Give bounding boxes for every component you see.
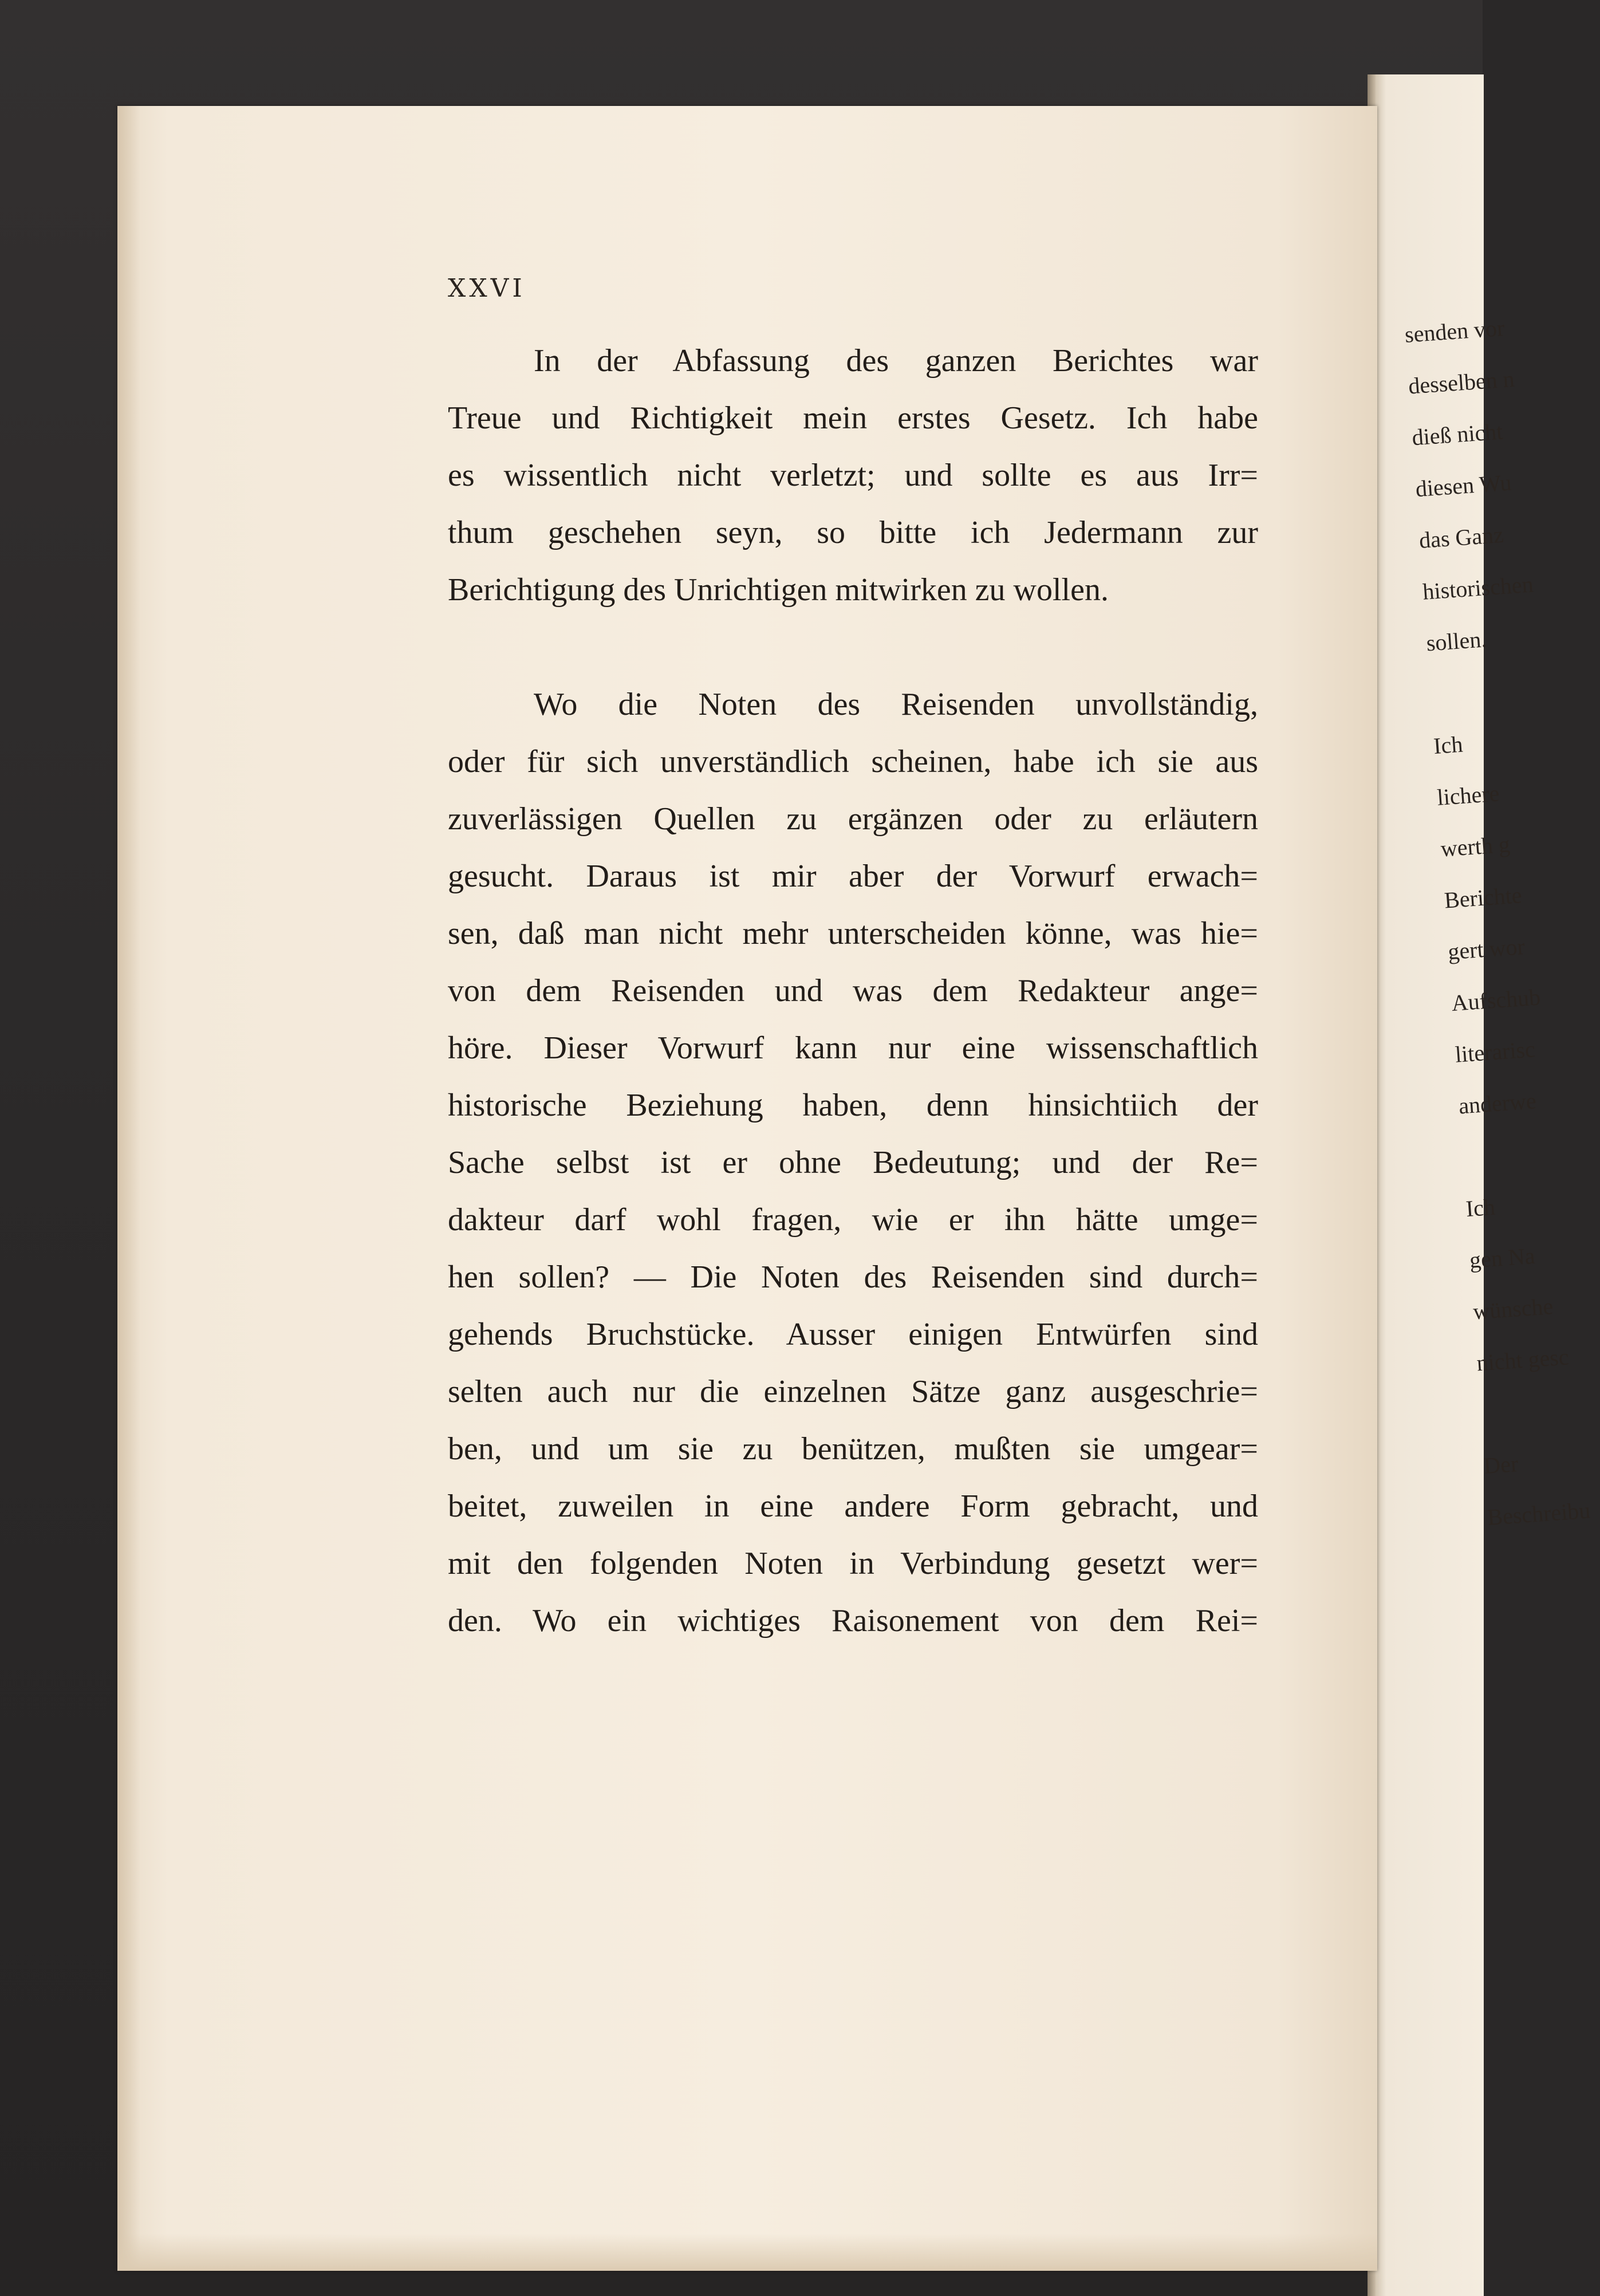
facing-line: historischen <box>1421 571 1534 605</box>
paragraph-1 <box>448 332 1258 619</box>
text-line: sen, daß man nicht mehr unterscheiden könne, was hie= <box>448 916 1258 951</box>
text-line: In der Abfassung des ganzen Berichtes war <box>534 343 1258 379</box>
text-line: Berichtigung des Unrichtigen mitwirken zu wollen. <box>448 572 1109 608</box>
text-line: dakteur darf wohl fragen, wie er ihn hätte umge= <box>448 1202 1258 1238</box>
facing-line: Beschreibu <box>1486 1497 1591 1530</box>
facing-line: gert wor <box>1447 933 1526 965</box>
facing-line: literarisc <box>1454 1036 1536 1068</box>
facing-line <box>1428 661 1542 720</box>
text-line: Treue und Richtigkeit mein erstes Gesetz. Ich habe <box>448 400 1258 436</box>
text-line: historische Beziehung haben, denn hinsichtiich der <box>448 1088 1258 1123</box>
page-edge-left <box>117 106 140 2271</box>
text-line: gesucht. Daraus ist mir aber der Vorwurf erwach= <box>448 858 1258 894</box>
facing-line: lichere <box>1436 780 1500 810</box>
facing-line: gen Na <box>1468 1243 1536 1273</box>
text-line: den. Wo ein wichtiges Raisonement von dem Rei= <box>448 1603 1258 1639</box>
text-line: gehends Bruchstücke. Ausser einigen Entwürfen sind <box>448 1317 1258 1352</box>
facing-line: anderwe <box>1457 1088 1537 1119</box>
facing-line: Ich <box>1465 1194 1496 1222</box>
facing-line: desselben n <box>1407 365 1516 399</box>
facing-line <box>1460 1124 1574 1183</box>
text-line: beitet, zuweilen in eine andere Form gebracht, und <box>448 1488 1258 1524</box>
facing-line: Der <box>1483 1450 1519 1479</box>
text-line: Sache selbst ist er ohne Bedeutung; und der Re= <box>448 1145 1258 1180</box>
text-line: Wo die Noten des Reisenden unvollständig, <box>534 687 1258 722</box>
text-line: zuverlässigen Quellen zu ergänzen oder zu erläutern <box>448 801 1258 837</box>
facing-line: das Ganz <box>1418 521 1505 553</box>
text-line: mit den folgenden Noten in Verbindung gesetzt wer= <box>448 1546 1258 1581</box>
paragraph-gap <box>448 619 1258 676</box>
paragraph-2 <box>448 676 1258 1649</box>
page-edge-bottom <box>117 2234 1377 2271</box>
text-line: höre. Dieser Vorwurf kann nur eine wissenschaftlich <box>448 1030 1258 1066</box>
facing-line: diesen Wu <box>1414 469 1512 502</box>
page-text <box>448 332 1258 1649</box>
facing-line: Ich <box>1432 731 1464 759</box>
text-line: hen sollen? — Die Noten des Reisenden sind durch= <box>448 1259 1258 1295</box>
text-line: ben, und um sie zu benützen, mußten sie umgear= <box>448 1431 1258 1467</box>
text-line: selten auch nur die einzelnen Sätze ganz ausgeschrie= <box>448 1374 1258 1409</box>
facing-line: sollen. <box>1425 626 1488 656</box>
facing-line: werth g <box>1440 831 1511 862</box>
text-line: thum geschehen seyn, so bitte ich Jedermann zur <box>448 515 1258 550</box>
facing-line: senden vor <box>1404 314 1506 348</box>
facing-line: wünsche <box>1472 1293 1554 1325</box>
text-line: es wissentlich nicht verletzt; und sollte es aus Irr= <box>448 458 1258 493</box>
facing-line: nicht gesc <box>1476 1344 1570 1376</box>
text-line: von dem Reisenden und was dem Redakteur ange= <box>448 973 1258 1009</box>
text-line: oder für sich unverständlich scheinen, habe ich sie aus <box>448 744 1258 779</box>
page-number: XXVI <box>448 274 526 303</box>
facing-line: Berichte <box>1443 882 1523 913</box>
facing-line: dieß nicht <box>1411 418 1504 451</box>
facing-line <box>1479 1381 1593 1440</box>
facing-line: Aufschub <box>1451 984 1542 1016</box>
